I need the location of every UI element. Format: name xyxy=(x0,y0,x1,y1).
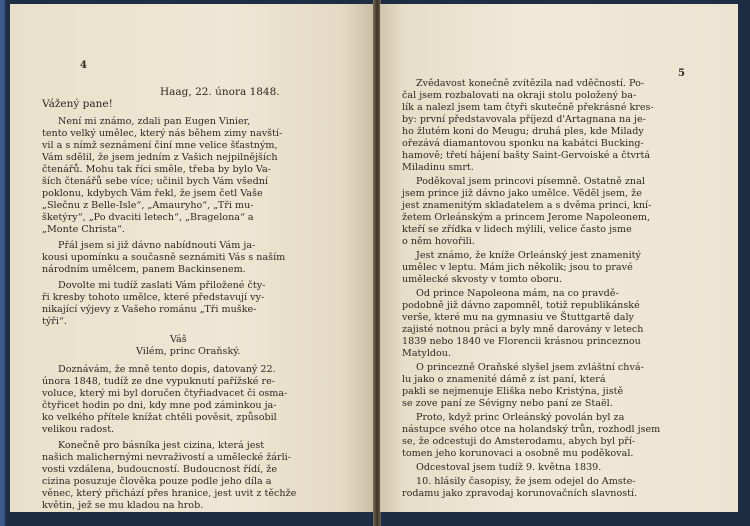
text-line: Proto, když princ Orleánský povolán byl za xyxy=(416,412,625,423)
text-line: 10. hlásily časopisy, že jsem odejel do Amste- xyxy=(416,476,636,487)
text-line: zajisté notnou práci a byly mně darovány v letech xyxy=(402,324,644,335)
text-line: vosti vzdálena, budoucností. Budoucnost řídí, že xyxy=(42,464,278,475)
text-line: podobně již dávno zapomněl, totiž republikánské xyxy=(402,300,640,311)
text-line: Poděkoval jsem princovi písemně. Ostatně znal xyxy=(416,176,645,187)
text-line: Odcestoval jsem tudíž 9. května 1839. xyxy=(416,462,602,473)
text-line: O princezně Oraňské slyšel jsem zvláštní chvá- xyxy=(416,362,644,373)
text-line: tomen jeho korunovaci a osobně mu poděkoval. xyxy=(402,448,634,459)
text-line: Vilém, princ Oraňský. xyxy=(136,346,241,357)
text-line: žetem Orleánským a princem Jerome Napoleonem, xyxy=(402,212,651,223)
text-line: Od prince Napoleona mám, na co pravdě- xyxy=(416,288,619,299)
text-line: lík a nalezl jsem tam čtyři skutečně překrásné kres- xyxy=(402,102,654,113)
text-line: kteří se zřídka v lidech mýlili, velice často jsme xyxy=(402,224,632,235)
text-line: jest znamenitým skladatelem a s dvěma princi, kní- xyxy=(402,200,652,211)
text-line: umělecké skvosty v tomto oboru. xyxy=(402,274,563,285)
text-line: ořezává diamantovou sponku na kabátci Bucking- xyxy=(402,138,644,149)
text-line: čtenářů. Mohu tak říci směle, třeba by bylo Va- xyxy=(42,164,271,175)
text-line: věnec, který přichází přes hranice, jest uvit z těchže xyxy=(42,488,297,499)
text-line: Konečně pro básníka jest cizina, která jest xyxy=(58,440,265,451)
text-line: Váš xyxy=(170,334,187,345)
text-line: Zvědavost konečně zvítězila nad vděčností. Po- xyxy=(416,78,645,89)
text-line: Miladinu smrt. xyxy=(402,162,474,173)
text-line: o něm hovořili. xyxy=(402,236,475,247)
text-line: Vážený pane! xyxy=(42,98,113,110)
text-line: nikající výjevy z Vašeho románu „Tři muške- xyxy=(42,304,257,315)
text-line: 1839 nebo 1840 ve Florencii krásnou princeznou xyxy=(402,336,641,347)
text-line: velikou radost. xyxy=(42,424,115,435)
text-line: voluce, který mi byl doručen čtyřiadvacet či osma- xyxy=(42,388,288,399)
text-line: „Monte Christa“. xyxy=(42,224,125,235)
text-line: národním umělcem, panem Backinsenem. xyxy=(42,264,246,275)
page-number: 5 xyxy=(678,68,685,79)
text-line: by: první představovala příjezd d'Artagnana na je- xyxy=(402,114,646,125)
text-line: Haag, 22. února 1848. xyxy=(160,86,280,98)
text-line: cizina posuzuje člověka pouze podle jeho díla a xyxy=(42,476,272,487)
page-number: 4 xyxy=(80,60,87,71)
text-line: umělec v leptu. Mám jich několik; jsou to pravé xyxy=(402,262,633,273)
text-line: květin, jež se mu kladou na hrob. xyxy=(42,500,204,511)
text-line: Jest známo, že kníže Orleánský jest znamenitý xyxy=(416,250,641,261)
text-line: ho žlutém koni do Meugu; druhá ples, kde Milady xyxy=(402,126,644,137)
text-line: nástupce svého otce na holandský trůn, rozhodl jsem xyxy=(402,424,661,435)
text-line: ři kresby tohoto umělce, které představují vy- xyxy=(42,292,265,303)
text-line: čtyřicet hodin po dni, kdy mne pod záminkou ja- xyxy=(42,400,277,411)
text-line: poklonu, kdybych Vám řekl, že jsem četl Vaše xyxy=(42,188,263,199)
text-line: „Slečnu z Belle-Isle“, „Amauryho“, „Tři mu- xyxy=(42,200,254,211)
text-line: února 1848, tudíž ze dne vypuknutí pařížské re- xyxy=(42,376,276,387)
text-line: tento velký umělec, který nás během zimy navští- xyxy=(42,128,283,139)
text-line: Doznávám, že mně tento dopis, datovaný 22. xyxy=(58,364,276,375)
right-page xyxy=(380,4,738,512)
text-line: Není mi známo, zdali pan Eugen Vinier, xyxy=(58,116,251,127)
text-line: verše, které mu na gymnasiu ve Štuttgartě daly xyxy=(402,312,634,323)
text-line: pakli se nejmenuje Eliška nebo Kristýna, jistě xyxy=(402,386,624,397)
text-line: kousi upomínku a současně seznámiti Vás s naším xyxy=(42,252,286,263)
text-line: Matyldou. xyxy=(402,348,452,359)
text-line: Dovolte mi tudíž zaslati Vám přiložené čty- xyxy=(58,280,266,291)
text-line: Vám sdělil, že jsem jedním z Vašich nejpilnějších xyxy=(42,152,278,163)
text-line: lu jako o znamenité dámě z íst paní, která xyxy=(402,374,606,385)
text-line: šketýry“, „Po dvaciti letech“, „Bragelona“ a xyxy=(42,212,254,223)
text-line: vil a s nímž seznámení činí mne velice šťastným, xyxy=(42,140,278,151)
left-page xyxy=(10,4,374,512)
text-line: ších čtenářů sebe více; učinil bych Vám všední xyxy=(42,176,268,187)
text-line: hamově; třetí hájení bašty Saint-Gervoiské a čtvrtá xyxy=(402,150,651,161)
text-line: Přál jsem si již dávno nabídnouti Vám ja- xyxy=(58,240,256,251)
text-line: jsem prince již dávno jako umělce. Věděl jsem, že xyxy=(402,188,642,199)
text-line: týři“. xyxy=(42,316,67,327)
text-line: se, že odcestuji do Amsterodamu, abych byl pří- xyxy=(402,436,636,447)
text-line: našich malichernými nevraživostí a umělecké žárli- xyxy=(42,452,291,463)
text-line: se zove paní ze Sévigny nebo paní ze Staël. xyxy=(402,398,613,409)
text-line: ko velkého přítele knížat chtěli pověsit, způsobil xyxy=(42,412,277,423)
text-line: čal jsem rozbalovati na okraji stolu položený ba- xyxy=(402,90,637,101)
text-line: rodamu jako zpravodaj korunovačních slavností. xyxy=(402,488,638,499)
